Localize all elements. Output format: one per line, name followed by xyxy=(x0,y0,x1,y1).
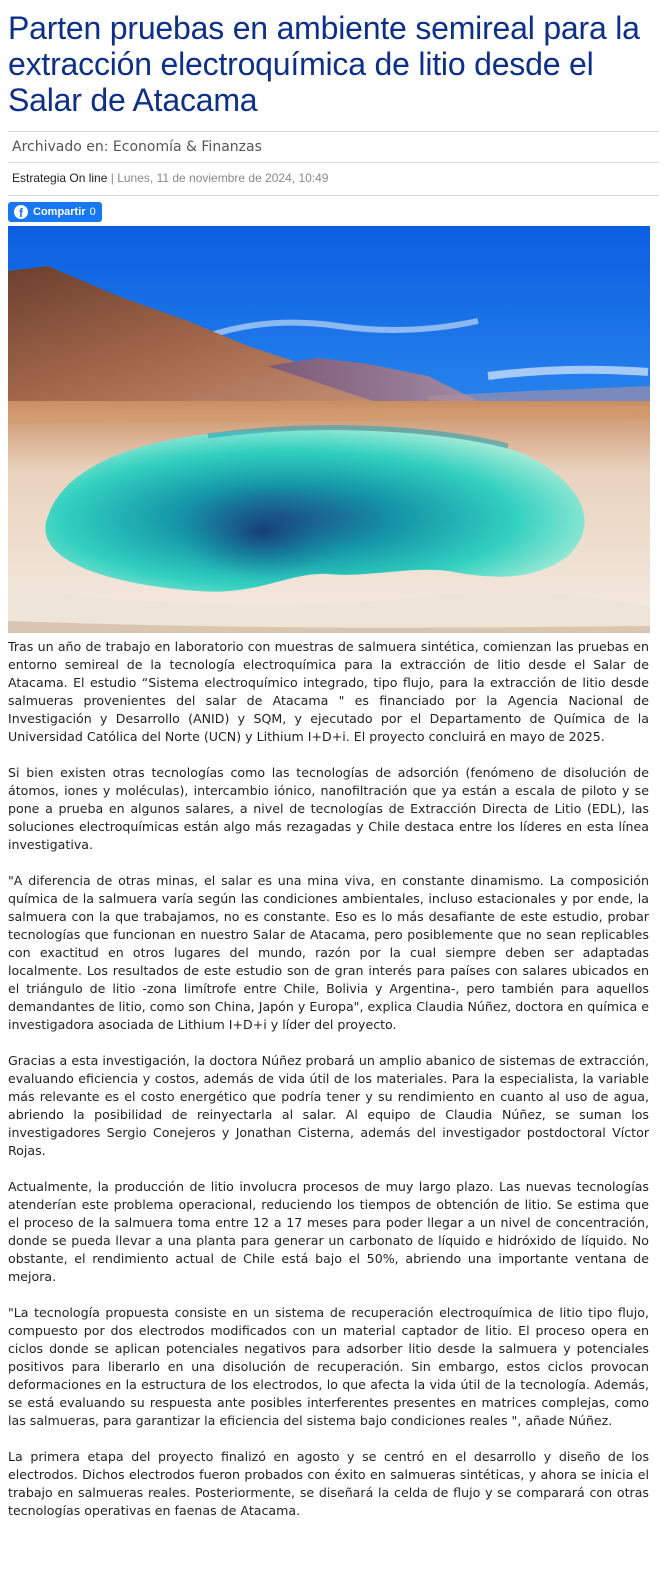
facebook-share-button[interactable] xyxy=(8,202,102,222)
byline-separator: | xyxy=(110,171,114,185)
article-paragraph: Si bien existen otras tecnologías como las tecnologías de adsorción (fenómeno de disolución de átomos, iones y moléculas), intercambio iónico, nanofiltración que ya están a escala de piloto y se pone a prueba en algunos salares, a nivel de tecnologías de Extracción Directa de Litio (EDL), las soluciones electroquímicas están algo más rezagadas y Chile destaca entre los líderes en esta línea investigativa. xyxy=(8,765,649,852)
article-date: Lunes, 11 de noviembre de 2024, 10:49 xyxy=(117,171,329,185)
article-paragraph: La primera etapa del proyecto finalizó en agosto y se centró en el desarrollo y diseño de los electrodos. Dichos electrodos fueron probados con éxito en salmueras sintéticas, y ahora se inicia el trabajo en salmueras reales. Posteriormente, se diseñará la celda de flujo y se comparará con otras tecnologías operativas en faenas de Atacama. xyxy=(8,1449,649,1518)
article-paragraph: "La tecnología propuesta consiste en un sistema de recuperación electroquímica de litio tipo flujo, compuesto por dos electrodos modificados con un material captador de litio. El proceso opera en ciclos donde se aplican potenciales negativos para adsorber litio desde la salmuera y potenciales positivos para liberarlo en una disolución de recuperación. Sin embargo, estos ciclos provocan deformaciones en la estructura de los electrodos, lo que afecta la vida útil de la tecnología. Además, se está evaluando su respuesta ante posibles interferentes presentes en matrices complejas, como las salmueras, para garantizar la eficiencia del sistema bajo condiciones reales ", añade Núñez. xyxy=(8,1305,649,1428)
article-paragraph: "A diferencia de otras minas, el salar es una mina viva, en constante dinamismo. La composición química de la salmuera varía según las condiciones ambientales, incluso estacionales y por ende, la salmuera con la que trabajamos, no es constante. Eso es lo más desafiante de este estudio, probar tecnologías que funcionan en nuestro Salar de Atacama, pero posiblemente que no sean replicables con exactitud en otros lugares del mundo, razón por la cual siempre deben ser adaptadas localmente. Los resultados de este estudio son de gran interés para países con salares ubicados en el triángulo de litio -zona limítrofe entre Chile, Bolivia y Argentina-, pero también para aquellos demandantes de litio, como son China, Japón y Europa", explica Claudia Núñez, doctora en química e investigadora asociada de Lithium I+D+i y líder del proyecto. xyxy=(8,873,649,1032)
byline xyxy=(8,163,659,196)
share-count: 0 xyxy=(89,206,96,218)
archive-bar xyxy=(8,131,659,163)
category-link[interactable]: Economía & Finanzas xyxy=(112,139,262,155)
article-source: Estrategia On line xyxy=(12,171,108,185)
article-paragraph: Actualmente, la producción de litio involucra procesos de muy largo plazo. Las nuevas tecnologías atenderían este problema operacional, reduciendo los tiempos de obtención de litio. Se estima que el proceso de la salmuera toma entre 12 a 17 meses para poder llegar a un nivel de concentración, donde se pueda llevar a una planta para generar un carbonato de líquido e hidróxido de líquido. No obstante, el rendimiento actual de Chile está bajo el 50%, abriendo una importante ventana de mejora. xyxy=(8,1179,649,1284)
hero-image xyxy=(8,226,650,633)
facebook-icon: f xyxy=(14,205,28,219)
article-paragraph: Gracias a esta investigación, la doctora Núñez probará un amplio abanico de sistemas de extracción, evaluando eficiencia y costos, además de vida útil de los materiales. Para la especialista, la variable más relevante es el costo energético que podría tener y su rendimiento en cuanto al uso de agua, abriendo la posibilidad de reinyectarla al salar. Al equipo de Claudia Núñez, se suman los investigadores Sergio Conejeros y Jonathan Cisterna, además del investigador postdoctoral Víctor Rojas. xyxy=(8,1053,649,1158)
archive-label: Archivado en: xyxy=(12,139,109,155)
article-page xyxy=(8,0,659,1538)
article-paragraph: Tras un año de trabajo en laboratorio con muestras de salmuera sintética, comienzan las pruebas en entorno semireal de la tecnología electroquímica para la extracción de litio desde el Salar de Atacama. El estudio “Sistema electroquímico integrado, tipo flujo, para la extracción de litio desde salmueras provenientes del salar de Atacama " es financiado por la Agencia Nacional de Investigación y Desarrollo (ANID) y SQM, y ejecutado por el Departamento de Química de la Universidad Católica del Norte (UCN) y Lithium I+D+i. El proyecto concluirá en mayo de 2025. xyxy=(8,639,649,744)
share-row xyxy=(8,196,659,226)
article-title: Parten pruebas en ambiente semireal para la extracción electroquímica de litio desde el Salar de Atacama xyxy=(8,10,640,118)
article-body xyxy=(8,638,659,1520)
share-label: Compartir xyxy=(33,206,86,218)
